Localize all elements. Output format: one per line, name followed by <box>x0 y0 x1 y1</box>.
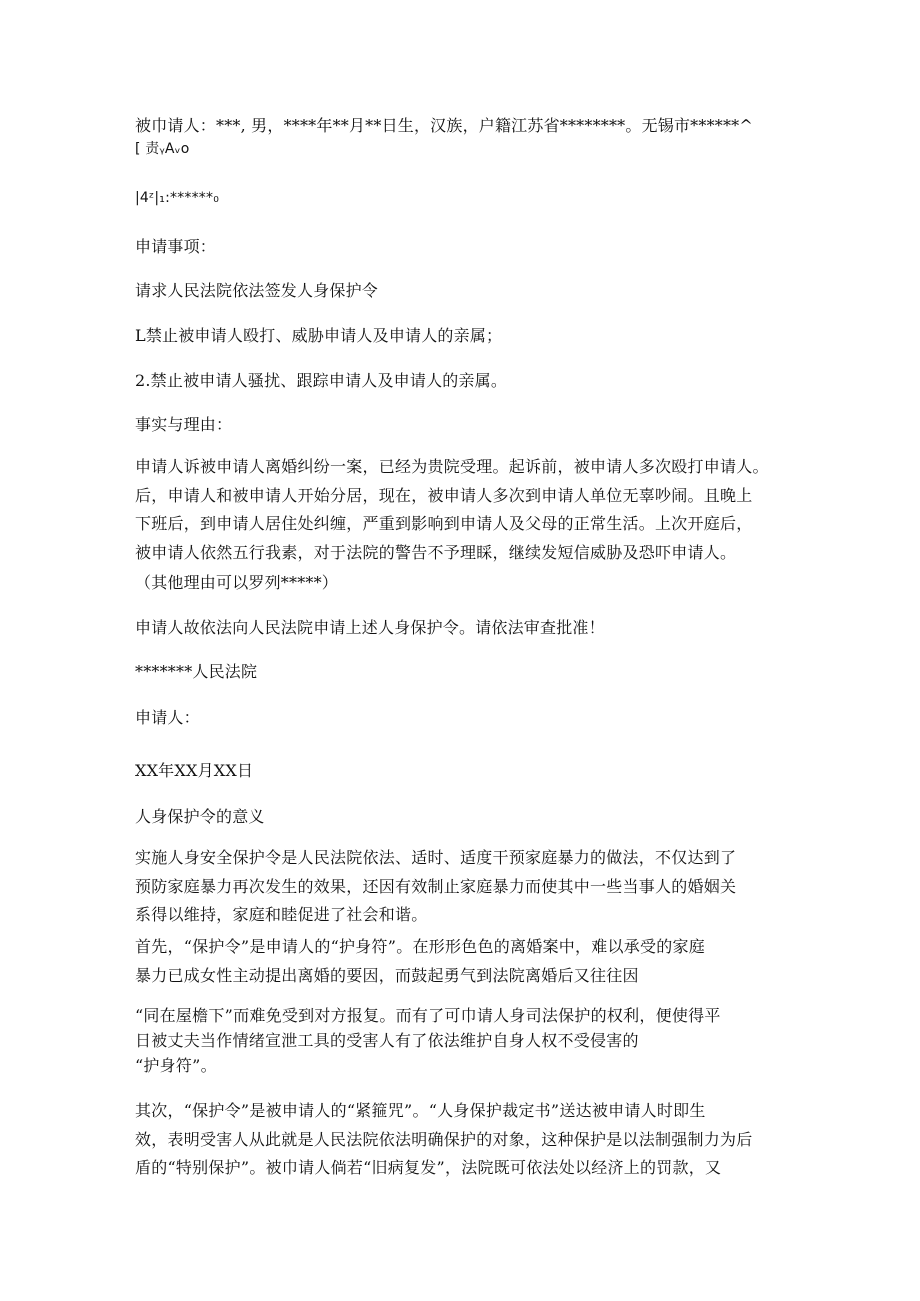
text-line: 实施人身安全保护令是人民法院依法、适时、适度干预家庭暴力的做法，不仅达到了 <box>135 848 737 867</box>
text-line: 后，申请人和被申请人开始分居，现在，被申请人多次到申请人单位无辜吵闹。且晚上 <box>135 485 753 505</box>
respondent-line-1: 被巾请人：***, 男，****年**月**日生，汉族，户籍江苏省********。无锡市******^ <box>135 116 753 135</box>
text-line: 其次，“保护令”是被申请人的“紧箍咒”。“人身保护裁定书”送达被申请人时即生 <box>135 1101 706 1120</box>
first-paragraph-continued <box>135 1003 785 1078</box>
text-line: 盾的“特别保护”。被巾请人倘若“旧病复发”，法院既可依法处以经济上的罚款，又 <box>135 1158 722 1177</box>
text-line: “护身符”。 <box>135 1056 217 1075</box>
applicant-label: 申请人： <box>135 708 200 727</box>
text-line: 下班后，到申请人居住处纠缠，严重到影响到申请人及父母的正常生活。上次开庭后， <box>135 514 753 533</box>
second-paragraph <box>135 1097 785 1183</box>
request-item-1: L禁止被申请人殴打、威胁申请人及申请人的亲属； <box>135 326 503 345</box>
facts-paragraph <box>135 453 785 567</box>
request-item-2: 2.禁止被申请人骚扰、跟踪申请人及申请人的亲属。 <box>135 371 508 390</box>
court-name: *******人民法院 <box>135 662 258 681</box>
matters-heading: 申请事项： <box>135 237 217 256</box>
facts-heading: 事实与理由： <box>135 415 233 434</box>
text-line: 申请人诉被申请人离婚纠纷一案，已经为贵院受理。起诉前，被申请人多次殴打申请人。 <box>135 457 769 476</box>
other-reasons: （其他理由可以罗列*****） <box>135 573 339 592</box>
text-line: 预防家庭暴力再次发生的效果，还因有效制止家庭暴力而使其中一些当事人的婚姻关 <box>135 876 737 896</box>
text-line: 系得以维持，家庭和睦促进了社会和谐。 <box>135 905 428 924</box>
text-line: 暴力已成女性主动提出离婚的要因，而鼓起勇气到法院离婚后又往往因 <box>135 965 639 985</box>
text-line: 日被丈夫当作情绪宣泄工具的受害人有了依法维护自身人权不受侵害的 <box>135 1031 639 1050</box>
text-line: 首先，“保护令”是申请人的“护身符”。在形形色色的离婚案中，难以承受的家庭 <box>135 937 705 956</box>
first-paragraph <box>135 933 785 990</box>
garbled-line: |4ᶻ|₁:******₀ <box>135 190 220 206</box>
conclusion: 申请人故依法向人民法院申请上述人身保护令。请依法审查批准！ <box>135 618 605 637</box>
text-line: 效，表明受害人从此就是人民法院依法明确保护的对象，这种保护是以法制强制力为后 <box>135 1129 753 1149</box>
request-line: 请求人民法院依法签发人身保护令 <box>135 281 379 300</box>
respondent-line-2: [ 责ᵧAᵥo <box>135 141 190 157</box>
text-line: 被申请人依然五行我素，对于法院的警告不予理睬，继续发短信威胁及恐吓申请人。 <box>135 542 737 562</box>
meaning-paragraph <box>135 844 785 930</box>
text-line: “同在屋檐下”而难免受到对方报复。而有了可巾请人身司法保护的权利，便使得平 <box>135 1006 721 1025</box>
meaning-heading: 人身保护令的意义 <box>135 807 265 826</box>
date: XX年XX月XX日 <box>135 761 254 780</box>
